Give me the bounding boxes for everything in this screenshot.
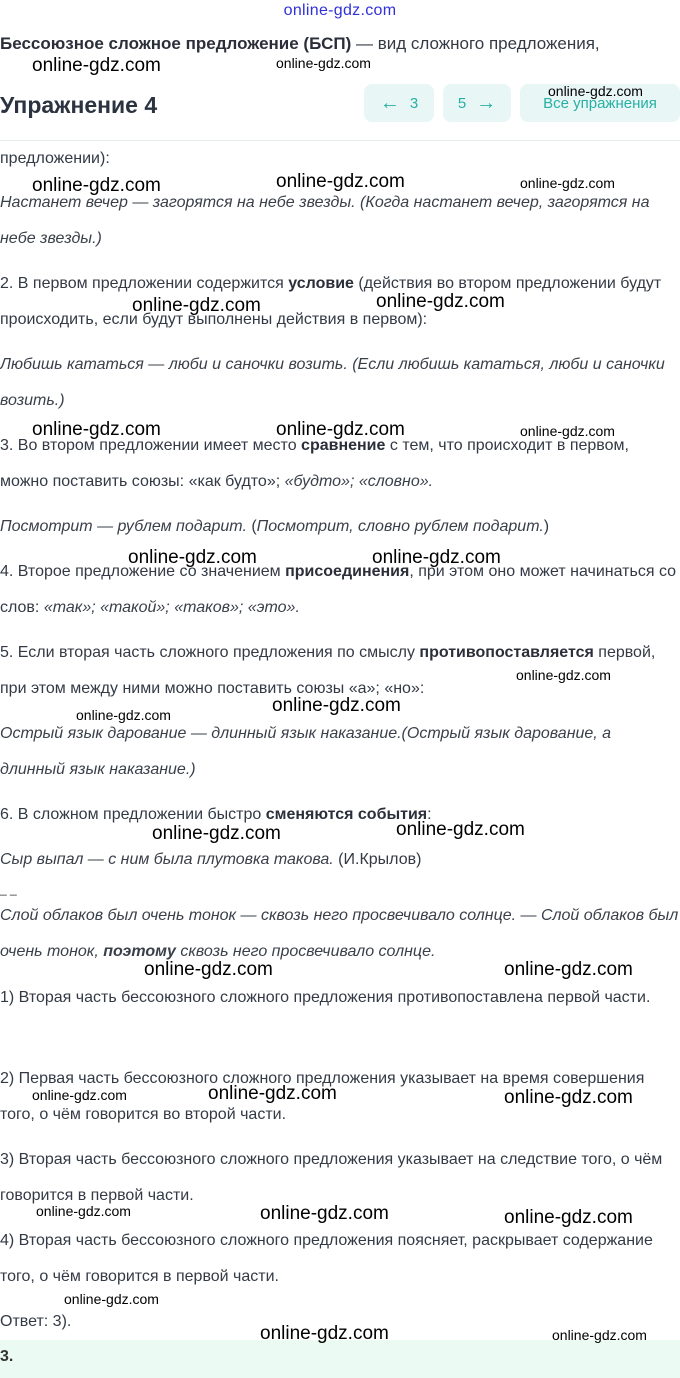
watermark: online-gdz.com (504, 1207, 633, 1228)
watermark: online-gdz.com (32, 419, 161, 440)
watermark: online-gdz.com (260, 1203, 389, 1224)
page-title: Упражнение 4 (0, 92, 158, 118)
watermark: online-gdz.com (32, 55, 161, 76)
watermark: online-gdz.com (520, 423, 615, 439)
watermark: online-gdz.com (144, 959, 273, 980)
example-7-a: Слой облаков был очень тонок — сквозь него просвечивало солнце. — Слой облаков был очень тонок, (0, 907, 679, 960)
watermark: online-gdz.com (36, 1203, 131, 1219)
rule-2-c: (действия во втором предложении будут происходить, если будут выполнены действия в первом): (0, 275, 662, 328)
watermark: online-gdz.com (152, 823, 281, 844)
watermark: online-gdz.com (552, 1327, 647, 1343)
example-3-c: Посмотрит, словно рублем подарит. (256, 518, 544, 535)
example-3-b: ( (246, 518, 257, 535)
example-7-c: сквозь него просвечивало солнце. (175, 943, 436, 960)
watermark: online-gdz.com (276, 419, 405, 440)
rule-2 (0, 266, 680, 338)
watermark: online-gdz.com (128, 547, 257, 568)
next-exercise-label: 5 (457, 94, 467, 112)
rule-4-bold: присоединения (285, 563, 410, 580)
rule-4-italic: «так»; «такой»; «таков»; «это». (43, 599, 300, 616)
next-exercise-button[interactable] (443, 84, 511, 122)
example-5-text: Острый язык дарование — длинный язык наказание.(Острый язык дарование, а длинный язык наказание.) (0, 725, 612, 778)
intro-rest: — вид сложного предложения, (351, 34, 600, 53)
rule-2-a: 2. В первом предложении содержится (0, 275, 289, 292)
intro-line (0, 34, 680, 54)
rule-3-bold: сравнение (301, 437, 386, 454)
rule-5-c: первой, при этом между ними можно поставить союзы «а»; «но»: (0, 644, 656, 697)
rule-6 (0, 797, 680, 833)
prev-exercise-button[interactable] (364, 84, 434, 122)
example-5 (0, 716, 680, 788)
watermark: online-gdz.com (276, 55, 371, 71)
watermark: online-gdz.com (548, 83, 643, 99)
watermark: online-gdz.com (516, 667, 611, 683)
example-3-d: ) (543, 518, 550, 535)
watermark: online-gdz.com (520, 175, 615, 191)
all-exercises-label: Все упражнения (543, 94, 657, 112)
text-cut: предложении): (0, 150, 110, 167)
rule-2-bold: условие (288, 275, 354, 292)
next-section-number: 3. (0, 1348, 14, 1365)
example-1-text: Настанет вечер — загорятся на небе звезды. (Когда настанет вечер, загорятся на небе звезды.) (0, 194, 650, 247)
answer: Ответ: 3). (0, 1313, 72, 1330)
rule-4-a: 4. Второе предложение со значением (0, 563, 286, 580)
arrow-right-icon: → (476, 92, 497, 114)
watermark: online-gdz.com (372, 547, 501, 568)
watermark: online-gdz.com (504, 1087, 633, 1108)
rule-3-c: с тем, что происходит в первом, можно поставить союзы: «как будто»; (0, 437, 629, 490)
watermark: online-gdz.com (132, 295, 261, 316)
watermark: online-gdz.com (504, 959, 633, 980)
watermark: online-gdz.com (272, 695, 401, 716)
rule-3-a: 3. Во втором предложении имеет место (0, 437, 302, 454)
watermark: online-gdz.com (376, 291, 505, 312)
rule-3-italic: «будто»; «словно». (284, 473, 434, 490)
example-2-text: Любишь кататься — люби и саночки возить. (Если любишь кататься, люби и саночки возить.) (0, 356, 665, 409)
option-3: 3) Вторая часть бессоюзного сложного предложения указывает на следствие того, о чём говорится в первой части. (0, 1151, 663, 1204)
watermark: online-gdz.com (260, 1323, 389, 1344)
example-7-bold: поэтому (103, 943, 176, 960)
arrow-left-icon: ← (379, 92, 400, 114)
next-section-bar (0, 1340, 680, 1378)
watermark: online-gdz.com (208, 1083, 337, 1104)
rule-6-bold: сменяются события (265, 806, 428, 823)
example-2 (0, 347, 680, 419)
example-3-a: Посмотрит — рублем подарит. (0, 518, 247, 535)
watermark: online-gdz.com (396, 819, 525, 840)
rule-6-c: : (427, 806, 432, 823)
example-6-a: Сыр выпал — с ним была плутовка такова. (0, 851, 334, 868)
option-1: 1) Вторая часть бессоюзного сложного предложения противопоставлена первой части. (0, 989, 651, 1006)
intro-bold: Бессоюзное сложное предложение (БСП) (0, 34, 352, 53)
watermark: online-gdz.com (276, 171, 405, 192)
rule-6-a: 6. В сложном предложении быстро (0, 806, 266, 823)
example-6 (0, 842, 680, 878)
rule-5-bold: противопоставляется (419, 644, 594, 661)
option-4: 4) Вторая часть бессоюзного сложного предложения поясняет, раскрывает содержание того, о чём говорится в первой части. (0, 1232, 653, 1285)
prev-exercise-label: 3 (409, 94, 419, 112)
dashes: _ _ (0, 882, 17, 896)
rule-5-a: 5. Если вторая часть сложного предложения по смыслу (0, 644, 420, 661)
watermark: online-gdz.com (64, 1291, 159, 1307)
watermark: online-gdz.com (32, 1087, 127, 1103)
rule-4 (0, 554, 680, 626)
example-6-b: (И.Крылов) (333, 851, 422, 868)
watermark: online-gdz.com (76, 707, 171, 723)
rule-4-c: , при этом оно может начинаться со слов: (0, 563, 677, 616)
option-2: 2) Первая часть бессоюзного сложного предложения указывает на время совершения того, о чём говорится во второй части. (0, 1070, 645, 1123)
example-3 (0, 509, 680, 545)
watermark-top: online-gdz.com (283, 2, 397, 19)
watermark: online-gdz.com (32, 175, 161, 196)
